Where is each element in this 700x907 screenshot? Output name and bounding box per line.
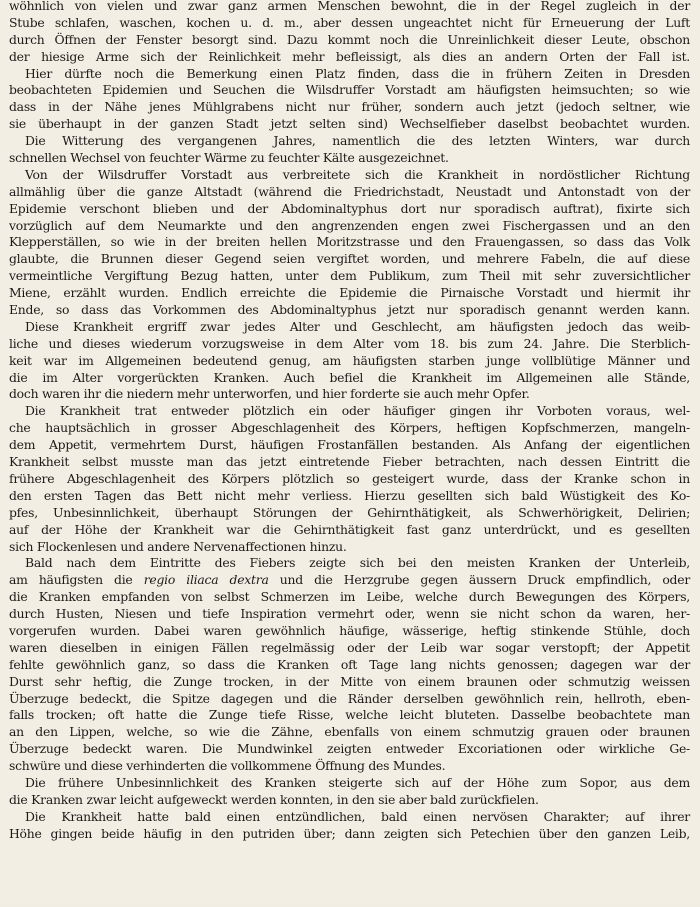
paragraph-3 — [9, 133, 690, 167]
text-line: glaubte, die Brunnen dieser Gegend seien vergiftet worden, und mehrere Fabeln, die auf diese — [9, 251, 690, 267]
text-line: Hier dürfte noch die Bemerkung einen Platz finden, dass die in frühern Zeiten in Dresden — [25, 65, 690, 81]
paragraph-8 — [9, 775, 690, 809]
text-line: allmählig über die ganze Altstadt (während die Friedrichstadt, Neustadt und Antonstadt von der — [9, 183, 690, 199]
text-line: fehlte gewöhnlich ganz, so dass die Kranken oft Tage lang nichts genossen; dagegen war der — [9, 656, 690, 672]
text-line: durch Öffnen der Fenster besorgt sind. Dazu kommt noch die Unreinlichkeit dieser Leute, obschon — [9, 31, 690, 47]
text-line: pfes, Unbesinnlichkeit, überhaupt Störungen der Gehirnthätigkeit, als Schwerhörigkeit, Delirien; — [9, 504, 690, 520]
text-line: Bald nach dem Eintritte des Fiebers zeigte sich bei den meisten Kranken der Unterleib, — [25, 555, 690, 571]
paragraph-9 — [9, 809, 690, 843]
paragraph-1 — [9, 0, 690, 66]
text-line: die Kranken zwar leicht aufgeweckt werden konnten, in den sie aber bald zurückfielen. — [9, 791, 539, 807]
text-line: vermeintliche Vergiftung Bezug hatten, unter dem Publikum, zum Theil mit sehr zuversichtlicher — [9, 268, 690, 284]
text-line: Von der Wilsdruffer Vorstadt aus verbreitete sich die Krankheit in nordöstlicher Richtung — [25, 166, 690, 182]
text-line: dem Appetit, vermehrtem Durst, häufigen Frostanfällen bestanden. Als Anfang der eigentlichen — [9, 437, 690, 453]
text-line: sich Flockenlesen und andere Nervenaffectionen hinzu. — [9, 538, 347, 554]
text-line: doch waren ihr die niedern mehr unterworfen, und hier forderte sie auch mehr Opfer. — [9, 386, 530, 402]
text-line: Epidemie verschont blieben und der Abdominaltyphus dort nur sporadisch auftrat), fixirte sich — [9, 200, 690, 216]
text-line: Höhe gingen beide häufig in den putriden über; dann zeigten sich Petechien über den ganzen Leib, — [9, 825, 690, 841]
text-line: am häufigsten die regio iliaca dextra und die Herzgrube gegen äussern Druck empfindlich, oder — [9, 572, 690, 588]
paragraph-7 — [9, 555, 690, 775]
text-line: Stube schlafen, waschen, kochen u. d. m., aber dessen ungeachtet nicht für Erneuerung der Luft — [9, 14, 690, 30]
text-line: durch Husten, Niesen und tiefe Inspiration vermehrt oder, wenn sie nicht schon da waren, her- — [9, 606, 690, 622]
text-line: Überzuge bedeckt waren. Die Mundwinkel zeigten entweder Excoriationen oder wirkliche Ge- — [9, 741, 690, 757]
italic-latin-term: regio iliaca dextra — [143, 572, 269, 588]
text-line: die Kranken empfanden von selbst Schmerzen im Leibe, welche durch Bewegungen des Körpers, — [9, 589, 690, 605]
text-line: Die frühere Unbesinnlichkeit des Kranken steigerte sich auf der Höhe zum Sopor, aus dem — [25, 774, 690, 790]
paragraph-6 — [9, 403, 690, 555]
text-line: vorgerufen wurden. Dabei waren gewöhnlich häufige, wässerige, heftig stinkende Stühle, doch — [9, 622, 690, 638]
text-line: keit war im Allgemeinen bedeutend genug, am häufigsten starben junge vollblütige Männer und — [9, 352, 690, 368]
text-line: die im Alter vorgerückten Kranken. Auch befiel die Krankheit im Allgemeinen alle Stände, — [9, 369, 690, 385]
text-line: sie überhaupt in der ganzen Stadt jetzt selten sind) Wechselfieber daselbst beobachtet wurden. — [9, 116, 690, 132]
text-line: wöhnlich von vielen und zwar ganz armen Menschen bewohnt, die in der Regel zugleich in der — [9, 0, 690, 13]
text-line: vorzüglich auf dem Neumarkte und den angrenzenden engen zwei Fischergassen und an den — [9, 217, 690, 233]
text-line: dass in der Nähe jenes Mühlgrabens nicht nur früher, sondern auch jetzt (jedoch seltner, wie — [9, 99, 690, 115]
text-line: frühere Abgeschlagenheit des Körpers plötzlich so gesteigert wurde, dass der Kranke schon in — [9, 470, 690, 486]
text-line: schwüre und diese verhinderten die vollkommene Öffnung des Mundes. — [9, 758, 446, 774]
text-line: Die Krankheit hatte bald einen entzündlichen, bald einen nervösen Charakter; auf ihrer — [25, 808, 690, 824]
text-line: beobachteten Epidemien und Seuchen die Wilsdruffer Vorstadt am häufigsten heimsuchten; so wie — [9, 82, 690, 98]
text-line: Krankheit selbst musste man das jetzt eintretende Fieber betrachten, nach dessen Eintritt die — [9, 454, 690, 470]
text-line: Ende, so dass das Vorkommen des Abdominaltyphus jetzt nur sporadisch genannt werden kann. — [9, 302, 690, 318]
text-line: liche und dieses wiederum vorzugsweise in dem Alter vom 18. bis zum 24. Jahre. Die Sterblich- — [9, 335, 690, 351]
text-line: falls trocken; oft hatte die Zunge tiefe Risse, welche leicht bluteten. Dasselbe beobachtete man — [9, 707, 690, 723]
paragraph-4 — [9, 167, 690, 319]
text-line: an den Lippen, welche, so wie die Zähne, ebenfalls von einem schmutzig grauen oder braunen — [9, 724, 690, 740]
text-line: che hauptsächlich in grosser Abgeschlagenheit des Körpers, heftigen Kopfschmerzen, mangeln- — [9, 420, 690, 436]
text-line: Durst sehr heftig, die Zunge trocken, in der Mitte von einem braunen oder schmutzig weissen — [9, 673, 690, 689]
paragraph-5 — [9, 319, 690, 403]
text-line: Die Krankheit trat entweder plötzlich ein oder häufiger gingen ihr Vorboten voraus, wel- — [25, 403, 690, 419]
text-line: Diese Krankheit ergriff zwar jedes Alter und Geschlecht, am häufigsten jedoch das weib- — [25, 318, 690, 334]
text-line: Überzuge bedeckt, die Spitze dagegen und die Ränder derselben gewöhnlich rein, hellroth, eben- — [9, 690, 690, 706]
text-line: schnellen Wechsel von feuchter Wärme zu feuchter Kälte ausgezeichnet. — [9, 150, 449, 166]
text-line: den ersten Tagen das Bett nicht mehr verliess. Hierzu gesellten sich bald Wüstigkeit des Ko- — [9, 487, 690, 503]
text-line: waren dieselben in einigen Fällen regelmässig oder der Leib war sogar verstopft; der Appetit — [9, 639, 690, 655]
text-line: Klepperställen, so wie in der breiten hellen Moritzstrasse und den Frauengassen, so dass das Volk — [9, 234, 690, 250]
paragraph-2 — [9, 66, 690, 134]
text-line: Die Witterung des vergangenen Jahres, namentlich die des letzten Winters, war durch — [25, 133, 690, 149]
text-line: auf der Höhe der Krankheit war die Gehirnthätigkeit fast ganz unterdrückt, und es gesellten — [9, 521, 690, 537]
text-line: der hiesige Arme sich der Reinlichkeit mehr befleissigt, als dies an andern Orten der Fall ist. — [9, 48, 690, 64]
text-line: Miene, erzählt wurden. Endlich erreichte die Epidemie die Pirnaische Vorstadt und hiermit ihr — [9, 285, 690, 301]
